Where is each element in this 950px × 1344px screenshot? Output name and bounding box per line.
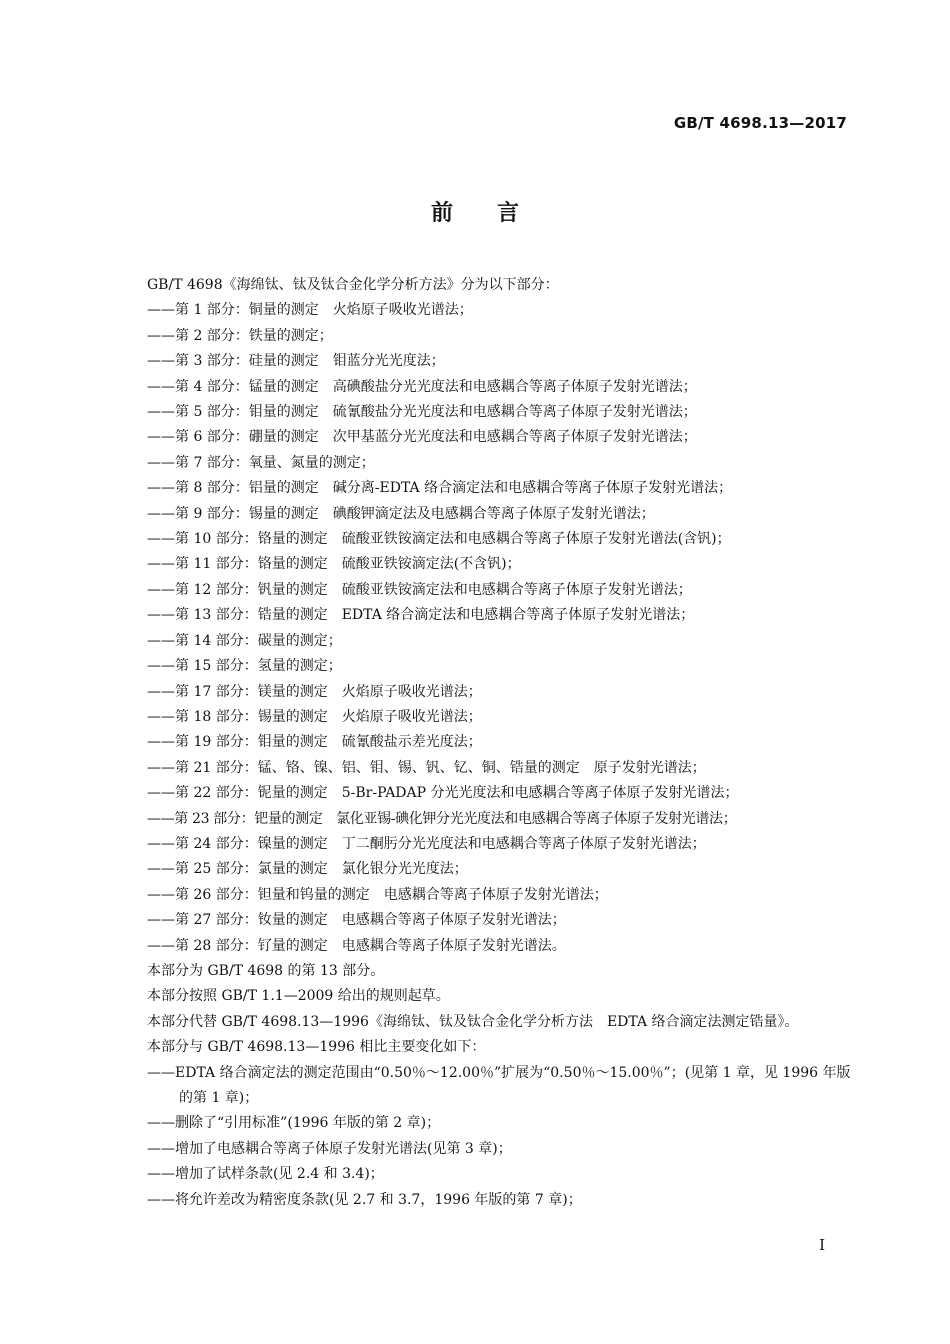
list-item: ——第 5 部分：钼量的测定 硫氰酸盐分光光度法和电感耦合等离子体原子发射光谱法；	[147, 404, 697, 421]
replacement-statement	[115, 1010, 855, 1035]
list-item: ——第 25 部分：氯量的测定 氯化银分光光度法；	[147, 861, 468, 878]
list-item: ——第 1 部分：铜量的测定 火焰原子吸收光谱法；	[147, 302, 473, 319]
changes-list	[115, 1061, 855, 1213]
list-item: ——第 11 部分：铬量的测定 硫酸亚铁铵滴定法(不含钒)；	[147, 556, 521, 573]
list-item: ——第 2 部分：铁量的测定；	[147, 327, 333, 344]
list-item: ——第 26 部分：钽量和钨量的测定 电感耦合等离子体原子发射光谱法；	[147, 886, 608, 903]
list-item: ——第 8 部分：铝量的测定 碱分离-EDTA 络合滴定法和电感耦合等离子体原子发射光谱法；	[147, 480, 733, 497]
list-item: ——第 28 部分：钌量的测定 电感耦合等离子体原子发射光谱法。	[147, 937, 566, 954]
list-item: ——第 27 部分：钕量的测定 电感耦合等离子体原子发射光谱法；	[147, 912, 566, 929]
rules-statement: 本部分按照 GB/T 1.1—2009 给出的规则起草。	[147, 988, 450, 1005]
replacement-text: 本部分代替 GB/T 4698.13—1996《海绵钛、钛及钛合金化学分析方法 EDTA 络合滴定法测定锆量》。	[147, 1013, 799, 1030]
parts-list	[115, 298, 855, 959]
intro-paragraph: GB/T 4698《海绵钛、钛及钛合金化学分析方法》分为以下部分：	[147, 277, 559, 293]
changes-intro: 本部分与 GB/T 4698.13—1996 相比主要变化如下：	[147, 1039, 486, 1056]
list-item: ——第 12 部分：钒量的测定 硫酸亚铁铵滴定法和电感耦合等离子体原子发射光谱法；	[147, 581, 692, 598]
list-item: ——增加了电感耦合等离子体原子发射光谱法(见第 3 章)；	[147, 1140, 512, 1157]
list-item: ——第 24 部分：镍量的测定 丁二酮肟分光光度法和电感耦合等离子体原子发射光谱法；	[147, 835, 706, 852]
list-item: ——第 23 部分：钯量的测定 氯化亚锡-碘化钾分光光度法和电感耦合等离子体原子发射光谱法；	[147, 810, 737, 827]
page-title: 前言	[430, 201, 563, 226]
page-number: I	[819, 1236, 825, 1254]
standard-number: GB/T 4698.13—2017	[673, 114, 847, 132]
list-item: ——第 9 部分：锡量的测定 碘酸钾滴定法及电感耦合等离子体原子发射光谱法；	[147, 505, 655, 522]
document-body	[115, 273, 855, 1213]
list-item: ——第 18 部分：锡量的测定 火焰原子吸收光谱法；	[147, 708, 482, 725]
list-item: ——第 10 部分：铬量的测定 硫酸亚铁铵滴定法和电感耦合等离子体原子发射光谱法(含钒)；	[147, 531, 731, 548]
list-item: ——第 14 部分：碳量的测定；	[147, 632, 342, 649]
list-item: ——第 15 部分：氢量的测定；	[147, 658, 342, 675]
list-item: ——第 4 部分：锰量的测定 高碘酸盐分光光度法和电感耦合等离子体原子发射光谱法；	[147, 378, 697, 395]
part-statement: 本部分为 GB/T 4698 的第 13 部分。	[147, 962, 385, 979]
list-item: ——第 3 部分：硅量的测定 钼蓝分光光度法；	[147, 353, 445, 370]
list-item: ——将允许差改为精密度条款(见 2.7 和 3.7，1996 年版的第 7 章)；	[147, 1191, 582, 1208]
list-item: ——增加了试样条款(见 2.4 和 3.4)；	[147, 1166, 384, 1183]
list-item: ——删除了“引用标准”(1996 年版的第 2 章)；	[147, 1115, 441, 1132]
list-item: ——第 22 部分：铌量的测定 5-Br-PADAP 分光光度法和电感耦合等离子体原子发射光谱法；	[147, 785, 739, 802]
list-item: ——第 21 部分：锰、铬、镍、铝、钼、锡、钒、钇、铜、锆量的测定 原子发射光谱法；	[147, 759, 706, 776]
list-item: ——第 19 部分：钼量的测定 硫氰酸盐示差光度法；	[147, 734, 482, 751]
list-item: ——EDTA 络合滴定法的测定范围由“0.50％～12.00％”扩展为“0.50％～15.00％”；(见第 1 章，见 1996 年版的第 1 章)；	[147, 1064, 851, 1106]
list-item: ——第 7 部分：氧量、氮量的测定；	[147, 454, 375, 471]
list-item: ——第 13 部分：锆量的测定 EDTA 络合滴定法和电感耦合等离子体原子发射光谱法；	[147, 607, 695, 624]
list-item: ——第 6 部分：硼量的测定 次甲基蓝分光光度法和电感耦合等离子体原子发射光谱法；	[147, 429, 697, 446]
list-item: ——第 17 部分：镁量的测定 火焰原子吸收光谱法；	[147, 683, 482, 700]
